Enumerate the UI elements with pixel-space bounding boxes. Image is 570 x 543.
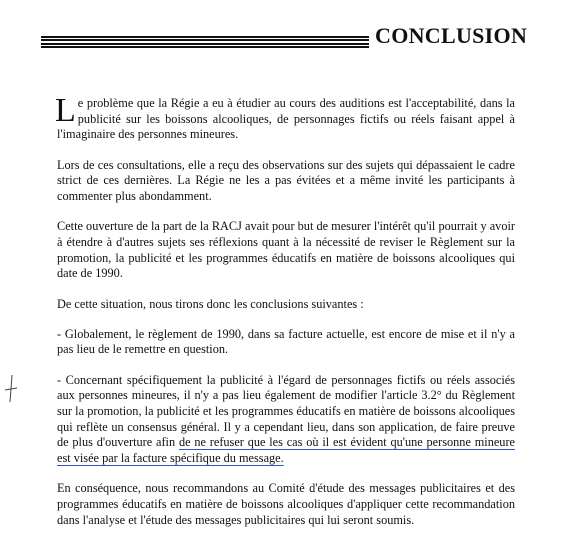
- document-body: [55, 92, 515, 543]
- paragraph-racj: Cette ouverture de la part de la RACJ avait pour but de mesurer l'intérêt qu'il pourrait y avoir à étendre à d'autres sujets ses réflexions quant à la nécessité de reviser le Règlement sur la promotion, la publicité et les programmes éducatifs en matière de boissons alcooliques qui date de 1990.: [57, 219, 515, 281]
- paragraph-specific-text: - Concernant spécifiquement la publicité à l'égard de personnages fictifs ou réels associés aux personnes mineures, il n'y a pas lieu également de modifier l'article 3.2° du Règlement sur la promotion, la publicité et les programmes éducatifs en matière de boissons alcooliques qui reflète un consensus général. Il y a cependant lieu, dans son application, de faire preuve de plus d'ouverture afin: [57, 372, 515, 450]
- header-rules: [41, 36, 369, 46]
- drop-cap: L: [55, 92, 76, 129]
- paragraph-specific: [57, 373, 515, 467]
- page-header: [0, 0, 570, 60]
- page-title: CONCLUSION: [375, 23, 528, 48]
- paragraph-consultations: Lors de ces consultations, elle a reçu des observations sur des sujets qui dépassaient le cadre strict de ces dernières. La Régie ne les a pas évitées et a même invité les participants à commenter plus abondamment.: [57, 157, 515, 204]
- margin-cross-mark: [4, 374, 18, 404]
- paragraph-conclusions-intro: De cette situation, nous tirons donc les conclusions suivantes :: [57, 296, 364, 311]
- paragraph-recommendation: En conséquence, nous recommandons au Comité d'étude des messages publicitaires et des programmes éducatifs en matière de boissons alcooliques d'appliquer cette recommandation dans l'analyse et l'étude des messages publicitaires qui lui seront soumis.: [57, 481, 515, 527]
- underlined-passage: de ne refuser que les cas où il est évident qu'une personne mineure est visée par la facture spécifique du message.: [57, 435, 515, 466]
- paragraph-globally: - Globalement, le règlement de 1990, dans sa facture actuelle, est encore de mise et il n'y a pas lieu de le remettre en question.: [57, 326, 515, 357]
- paragraph-intro-text: e problème que la Régie a eu à étudier au cours des auditions est l'acceptabilité, dans la publicité sur les boissons alcooliques, de personnages fictifs ou réels faisant appel à l'imaginaire des personnes mineures.: [57, 96, 515, 142]
- paragraph-intro: [55, 92, 515, 143]
